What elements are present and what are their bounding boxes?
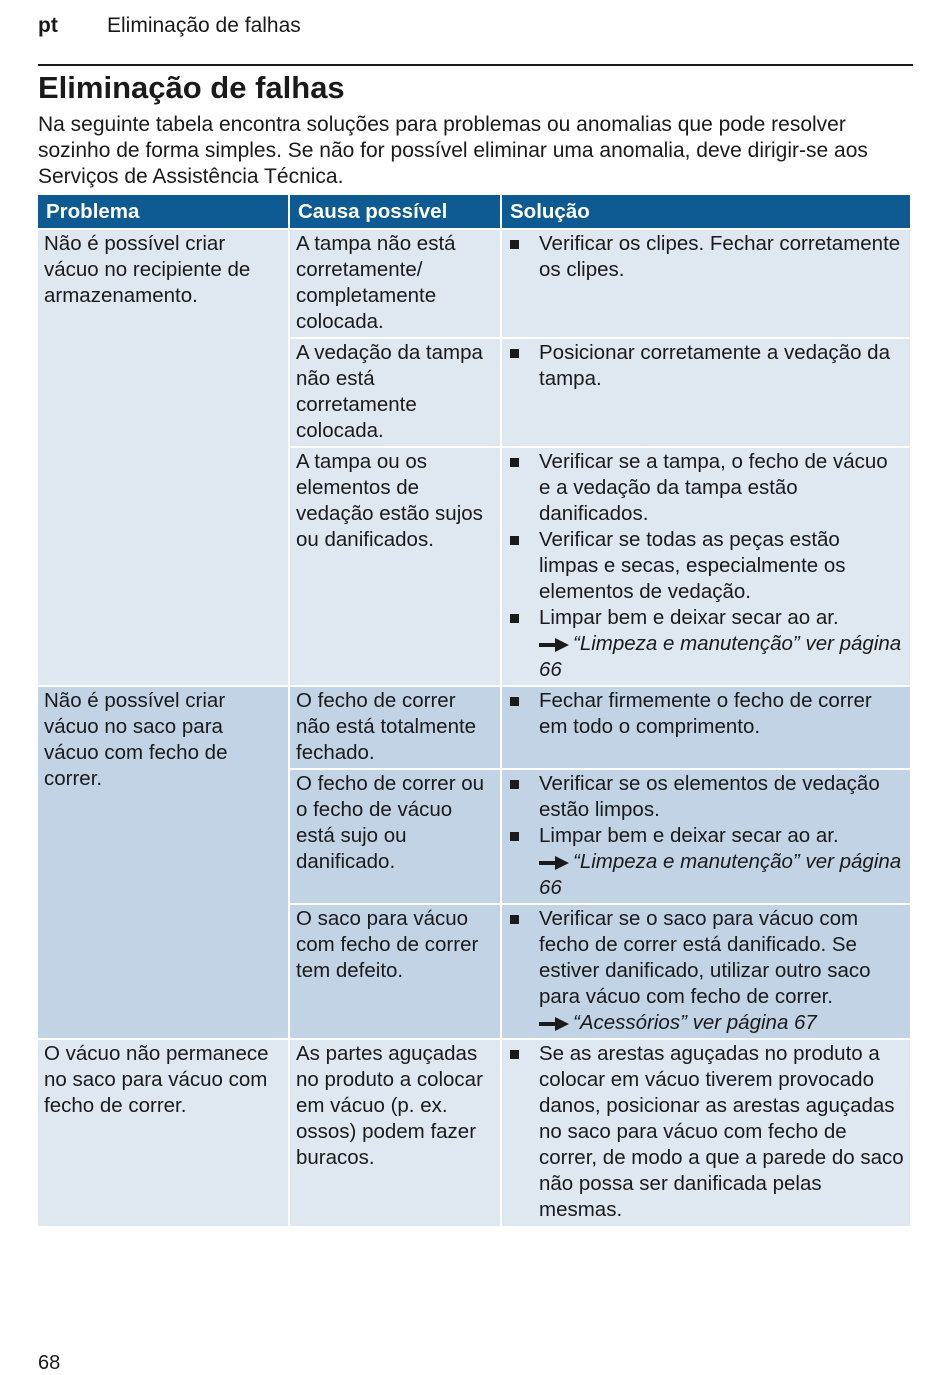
solution-item bbox=[508, 340, 904, 392]
column-header-problem: Problema bbox=[38, 195, 288, 228]
square-bullet-icon bbox=[510, 780, 519, 789]
solution-cell bbox=[502, 687, 910, 768]
solution-item bbox=[508, 231, 904, 283]
solution-item bbox=[508, 823, 904, 901]
cross-reference[interactable] bbox=[539, 632, 901, 681]
square-bullet-icon bbox=[510, 915, 519, 924]
table-header-row bbox=[38, 195, 910, 228]
square-bullet-icon bbox=[510, 240, 519, 249]
square-bullet-icon bbox=[510, 832, 519, 841]
solution-cell bbox=[502, 448, 910, 685]
solution-item bbox=[508, 605, 904, 683]
solution-text: Verificar se o saco para vácuo com fecho de correr está danificado. Se estiver danificado, utilizar outro saco para vácuo com fecho de correr. bbox=[539, 907, 871, 1008]
solution-text: Verificar os clipes. Fechar corretamente os clipes. bbox=[539, 232, 901, 281]
solution-item bbox=[508, 906, 904, 1036]
problem-cell: Não é possível criar vácuo no recipiente de armazenamento. bbox=[38, 230, 288, 685]
column-header-cause: Causa possível bbox=[290, 195, 500, 228]
solution-cell bbox=[502, 230, 910, 337]
solution-cell bbox=[502, 770, 910, 903]
solution-text: Limpar bem e deixar secar ao ar. bbox=[539, 824, 839, 847]
arrow-right-icon bbox=[539, 638, 569, 652]
solution-cell bbox=[502, 1040, 910, 1226]
solution-text: Verificar se os elementos de vedação estão limpos. bbox=[539, 772, 880, 821]
section-name: Eliminação de falhas bbox=[107, 14, 301, 37]
table-row bbox=[38, 230, 910, 337]
solution-text: Limpar bem e deixar secar ao ar. bbox=[539, 606, 839, 629]
table-row bbox=[38, 1040, 910, 1226]
square-bullet-icon bbox=[510, 349, 519, 358]
cross-reference-text: “Limpeza e manutenção” ver página 66 bbox=[539, 850, 902, 899]
problem-cell: Não é possível criar vácuo no saco para vácuo com fecho de correr. bbox=[38, 687, 288, 1038]
language-code: pt bbox=[38, 14, 58, 37]
solution-item bbox=[508, 449, 904, 527]
solution-cell bbox=[502, 339, 910, 446]
cause-cell: O fecho de correr não está totalmente fechado. bbox=[290, 687, 500, 768]
square-bullet-icon bbox=[510, 536, 519, 545]
running-header bbox=[38, 14, 301, 38]
cause-cell: O fecho de correr ou o fecho de vácuo está sujo ou danificado. bbox=[290, 770, 500, 903]
cross-reference-text: “Limpeza e manutenção” ver página 66 bbox=[539, 632, 902, 681]
page-number: 68 bbox=[38, 1352, 61, 1374]
cause-cell: A vedação da tampa não está corretamente colocada. bbox=[290, 339, 500, 446]
solution-item bbox=[508, 771, 904, 823]
square-bullet-icon bbox=[510, 458, 519, 467]
arrow-right-icon bbox=[539, 856, 569, 870]
cross-reference[interactable] bbox=[539, 1011, 817, 1034]
solution-text: Fechar firmemente o fecho de correr em todo o comprimento. bbox=[539, 689, 872, 738]
solution-text: Verificar se todas as peças estão limpas e secas, especialmente os elementos de vedação. bbox=[539, 528, 846, 603]
cause-cell: As partes aguçadas no produto a colocar em vácuo (p. ex. ossos) podem fazer buracos. bbox=[290, 1040, 500, 1226]
cause-cell: O saco para vácuo com fecho de correr tem defeito. bbox=[290, 905, 500, 1038]
arrow-right-icon bbox=[539, 1017, 569, 1031]
problem-cell: O vácuo não permanece no saco para vácuo com fecho de correr. bbox=[38, 1040, 288, 1226]
square-bullet-icon bbox=[510, 614, 519, 623]
square-bullet-icon bbox=[510, 1050, 519, 1059]
intro-paragraph: Na seguinte tabela encontra soluções para problemas ou anomalias que pode resolver sozinho de forma simples. Se não for possível eliminar uma anomalia, deve dirigir-se aos Serviços de Assistência Técnica. bbox=[38, 113, 868, 188]
page-title: Eliminação de falhas bbox=[38, 70, 345, 105]
solution-item bbox=[508, 688, 904, 740]
header-rule bbox=[38, 64, 913, 66]
cause-cell: A tampa não está corretamente/ completamente colocada. bbox=[290, 230, 500, 337]
square-bullet-icon bbox=[510, 697, 519, 706]
solution-cell bbox=[502, 905, 910, 1038]
solution-text: Posicionar corretamente a vedação da tampa. bbox=[539, 341, 890, 390]
cross-reference-text: “Acessórios” ver página 67 bbox=[573, 1011, 817, 1034]
solution-text: Verificar se a tampa, o fecho de vácuo e a vedação da tampa estão danificados. bbox=[539, 450, 888, 525]
cause-cell: A tampa ou os elementos de vedação estão sujos ou danificados. bbox=[290, 448, 500, 685]
table-row bbox=[38, 687, 910, 768]
solution-item bbox=[508, 527, 904, 605]
troubleshooting-table bbox=[36, 193, 912, 1228]
solution-item bbox=[508, 1041, 904, 1223]
column-header-solution: Solução bbox=[502, 195, 910, 228]
cross-reference[interactable] bbox=[539, 850, 901, 899]
solution-text: Se as arestas aguçadas no produto a colocar em vácuo tiverem provocado danos, posicionar as arestas aguçadas no saco para vácuo com fecho de correr, de modo a que a parede do saco não possa ser danificada pelas mesmas. bbox=[539, 1042, 904, 1221]
